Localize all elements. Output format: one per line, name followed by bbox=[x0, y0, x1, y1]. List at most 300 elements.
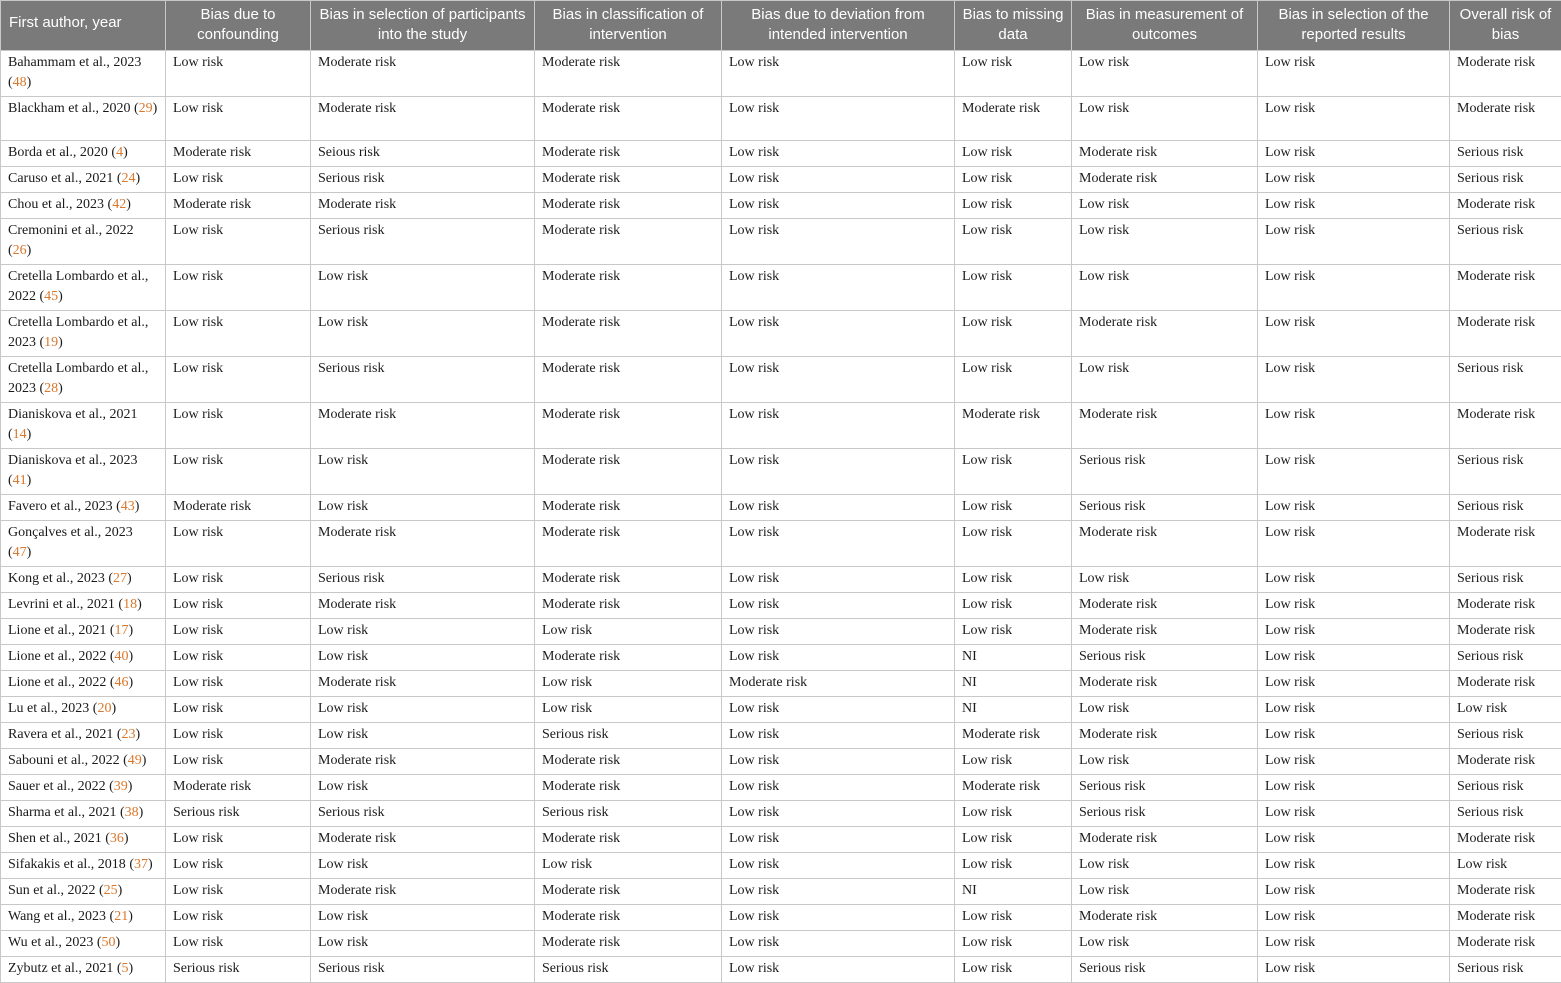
column-header-deviation: Bias due to deviation from intended intervention bbox=[722, 1, 955, 51]
cell-overall: Serious risk bbox=[1450, 167, 1561, 193]
reference-link[interactable]: 26 bbox=[13, 243, 27, 258]
cell-classification: Moderate risk bbox=[535, 311, 722, 357]
table-row bbox=[1, 671, 1561, 697]
cell-measurement: Serious risk bbox=[1072, 775, 1258, 801]
reference-link[interactable]: 4 bbox=[116, 145, 123, 160]
reference-link[interactable]: 49 bbox=[128, 753, 142, 768]
cell-deviation: Low risk bbox=[722, 403, 955, 449]
cell-overall: Moderate risk bbox=[1450, 671, 1561, 697]
cell-missing-data: Low risk bbox=[955, 593, 1072, 619]
table-row bbox=[1, 357, 1561, 403]
cell-classification: Moderate risk bbox=[535, 219, 722, 265]
author-label: Cretella Lombardo et al., 2022 bbox=[8, 269, 148, 304]
author-cell: Cremonini et al., 2022 (26) bbox=[1, 219, 166, 265]
cell-missing-data: Low risk bbox=[955, 619, 1072, 645]
author-cell: Dianiskova et al., 2021 (14) bbox=[1, 403, 166, 449]
cell-selection: Low risk bbox=[311, 495, 535, 521]
cell-deviation: Low risk bbox=[722, 593, 955, 619]
cell-overall: Serious risk bbox=[1450, 775, 1561, 801]
cell-overall: Serious risk bbox=[1450, 495, 1561, 521]
reference-link[interactable]: 29 bbox=[139, 101, 153, 116]
cell-confounding: Low risk bbox=[166, 219, 311, 265]
cell-measurement: Moderate risk bbox=[1072, 403, 1258, 449]
author-cell: Lu et al., 2023 (20) bbox=[1, 697, 166, 723]
cell-selection: Serious risk bbox=[311, 567, 535, 593]
cell-overall: Moderate risk bbox=[1450, 905, 1561, 931]
cell-overall: Low risk bbox=[1450, 853, 1561, 879]
column-header-author: First author, year bbox=[1, 1, 166, 51]
column-header-selection: Bias in selection of participants into the study bbox=[311, 1, 535, 51]
cell-missing-data: Low risk bbox=[955, 749, 1072, 775]
cell-measurement: Moderate risk bbox=[1072, 671, 1258, 697]
cell-confounding: Low risk bbox=[166, 357, 311, 403]
reference-link[interactable]: 40 bbox=[115, 649, 129, 664]
cell-confounding: Low risk bbox=[166, 593, 311, 619]
author-label: Dianiskova et al., 2023 bbox=[8, 453, 137, 468]
cell-measurement: Serious risk bbox=[1072, 495, 1258, 521]
cell-measurement: Moderate risk bbox=[1072, 723, 1258, 749]
author-label: Favero et al., 2023 bbox=[8, 499, 113, 514]
cell-missing-data: Low risk bbox=[955, 567, 1072, 593]
cell-confounding: Low risk bbox=[166, 51, 311, 97]
cell-measurement: Low risk bbox=[1072, 879, 1258, 905]
cell-missing-data: Low risk bbox=[955, 357, 1072, 403]
cell-selection: Moderate risk bbox=[311, 97, 535, 141]
cell-deviation: Low risk bbox=[722, 167, 955, 193]
cell-missing-data: Low risk bbox=[955, 141, 1072, 167]
cell-measurement: Low risk bbox=[1072, 97, 1258, 141]
table-body bbox=[1, 51, 1561, 983]
author-cell: Sun et al., 2022 (25) bbox=[1, 879, 166, 905]
cell-measurement: Low risk bbox=[1072, 749, 1258, 775]
author-label: Sauer et al., 2022 bbox=[8, 779, 106, 794]
cell-classification: Serious risk bbox=[535, 723, 722, 749]
table-row bbox=[1, 193, 1561, 219]
cell-overall: Serious risk bbox=[1450, 357, 1561, 403]
table-header-row bbox=[1, 1, 1561, 51]
reference-link[interactable]: 43 bbox=[121, 499, 135, 514]
cell-confounding: Low risk bbox=[166, 311, 311, 357]
cell-selection: Low risk bbox=[311, 697, 535, 723]
cell-deviation: Low risk bbox=[722, 827, 955, 853]
cell-confounding: Low risk bbox=[166, 879, 311, 905]
cell-reported-results: Low risk bbox=[1258, 749, 1450, 775]
author-label: Borda et al., 2020 bbox=[8, 145, 108, 160]
cell-overall: Serious risk bbox=[1450, 449, 1561, 495]
cell-confounding: Low risk bbox=[166, 671, 311, 697]
cell-deviation: Low risk bbox=[722, 567, 955, 593]
cell-confounding: Low risk bbox=[166, 403, 311, 449]
author-label: Lione et al., 2022 bbox=[8, 649, 106, 664]
author-cell: Cretella Lombardo et al., 2023 (28) bbox=[1, 357, 166, 403]
cell-reported-results: Low risk bbox=[1258, 567, 1450, 593]
author-label: Cretella Lombardo et al., 2023 bbox=[8, 361, 148, 396]
cell-overall: Moderate risk bbox=[1450, 265, 1561, 311]
author-cell: Zybutz et al., 2021 (5) bbox=[1, 957, 166, 983]
cell-selection: Seious risk bbox=[311, 141, 535, 167]
cell-reported-results: Low risk bbox=[1258, 311, 1450, 357]
author-label: Sharma et al., 2021 bbox=[8, 805, 116, 820]
cell-classification: Moderate risk bbox=[535, 931, 722, 957]
cell-selection: Low risk bbox=[311, 311, 535, 357]
author-label: Wu et al., 2023 bbox=[8, 935, 93, 950]
cell-confounding: Low risk bbox=[166, 853, 311, 879]
reference-link[interactable]: 19 bbox=[44, 335, 58, 350]
author-cell: Shen et al., 2021 (36) bbox=[1, 827, 166, 853]
cell-overall: Moderate risk bbox=[1450, 403, 1561, 449]
table-row bbox=[1, 905, 1561, 931]
cell-classification: Serious risk bbox=[535, 801, 722, 827]
cell-measurement: Moderate risk bbox=[1072, 141, 1258, 167]
author-cell: Cretella Lombardo et al., 2023 (19) bbox=[1, 311, 166, 357]
cell-deviation: Low risk bbox=[722, 51, 955, 97]
cell-missing-data: Moderate risk bbox=[955, 775, 1072, 801]
reference-link[interactable]: 18 bbox=[123, 597, 137, 612]
table-row bbox=[1, 141, 1561, 167]
cell-deviation: Low risk bbox=[722, 931, 955, 957]
cell-selection: Low risk bbox=[311, 645, 535, 671]
author-label: Wang et al., 2023 bbox=[8, 909, 106, 924]
reference-link[interactable]: 38 bbox=[125, 805, 139, 820]
cell-overall: Serious risk bbox=[1450, 219, 1561, 265]
cell-selection: Moderate risk bbox=[311, 671, 535, 697]
cell-confounding: Low risk bbox=[166, 645, 311, 671]
cell-measurement: Moderate risk bbox=[1072, 593, 1258, 619]
cell-deviation: Low risk bbox=[722, 449, 955, 495]
cell-reported-results: Low risk bbox=[1258, 357, 1450, 403]
cell-classification: Moderate risk bbox=[535, 403, 722, 449]
cell-selection: Serious risk bbox=[311, 801, 535, 827]
table-row bbox=[1, 219, 1561, 265]
cell-classification: Moderate risk bbox=[535, 141, 722, 167]
cell-overall: Moderate risk bbox=[1450, 311, 1561, 357]
author-label: Levrini et al., 2021 bbox=[8, 597, 115, 612]
table-row bbox=[1, 749, 1561, 775]
cell-missing-data: Low risk bbox=[955, 905, 1072, 931]
reference-link[interactable]: 23 bbox=[122, 727, 136, 742]
reference-link[interactable]: 42 bbox=[112, 197, 126, 212]
cell-selection: Moderate risk bbox=[311, 827, 535, 853]
cell-missing-data: Low risk bbox=[955, 957, 1072, 983]
table-row bbox=[1, 931, 1561, 957]
author-label: Shen et al., 2021 bbox=[8, 831, 102, 846]
cell-reported-results: Low risk bbox=[1258, 827, 1450, 853]
cell-classification: Moderate risk bbox=[535, 775, 722, 801]
cell-confounding: Low risk bbox=[166, 749, 311, 775]
cell-classification: Moderate risk bbox=[535, 567, 722, 593]
author-label: Ravera et al., 2021 bbox=[8, 727, 113, 742]
cell-measurement: Low risk bbox=[1072, 265, 1258, 311]
column-header-reported-results: Bias in selection of the reported results bbox=[1258, 1, 1450, 51]
author-cell: Kong et al., 2023 (27) bbox=[1, 567, 166, 593]
cell-missing-data: Low risk bbox=[955, 853, 1072, 879]
cell-reported-results: Low risk bbox=[1258, 593, 1450, 619]
reference-link[interactable]: 28 bbox=[44, 381, 58, 396]
reference-link[interactable]: 20 bbox=[97, 701, 111, 716]
cell-classification: Serious risk bbox=[535, 957, 722, 983]
author-cell: Bahammam et al., 2023 (48) bbox=[1, 51, 166, 97]
cell-overall: Serious risk bbox=[1450, 723, 1561, 749]
reference-link[interactable]: 47 bbox=[13, 545, 27, 560]
author-label: Chou et al., 2023 bbox=[8, 197, 104, 212]
table-row bbox=[1, 853, 1561, 879]
author-label: Lione et al., 2021 bbox=[8, 623, 106, 638]
cell-measurement: Low risk bbox=[1072, 931, 1258, 957]
cell-deviation: Low risk bbox=[722, 697, 955, 723]
column-header-confounding: Bias due to confounding bbox=[166, 1, 311, 51]
cell-deviation: Low risk bbox=[722, 311, 955, 357]
author-label: Sabouni et al., 2022 bbox=[8, 753, 120, 768]
cell-deviation: Low risk bbox=[722, 193, 955, 219]
cell-deviation: Low risk bbox=[722, 775, 955, 801]
cell-deviation: Low risk bbox=[722, 357, 955, 403]
author-cell: Gonçalves et al., 2023 (47) bbox=[1, 521, 166, 567]
cell-reported-results: Low risk bbox=[1258, 521, 1450, 567]
cell-selection: Low risk bbox=[311, 723, 535, 749]
table-row bbox=[1, 775, 1561, 801]
cell-overall: Moderate risk bbox=[1450, 97, 1561, 141]
cell-classification: Low risk bbox=[535, 671, 722, 697]
cell-classification: Moderate risk bbox=[535, 449, 722, 495]
cell-overall: Moderate risk bbox=[1450, 827, 1561, 853]
table-row bbox=[1, 167, 1561, 193]
cell-confounding: Low risk bbox=[166, 723, 311, 749]
cell-reported-results: Low risk bbox=[1258, 931, 1450, 957]
table-row bbox=[1, 827, 1561, 853]
cell-reported-results: Low risk bbox=[1258, 645, 1450, 671]
cell-selection: Serious risk bbox=[311, 957, 535, 983]
author-cell: Favero et al., 2023 (43) bbox=[1, 495, 166, 521]
cell-deviation: Low risk bbox=[722, 749, 955, 775]
column-header-missing-data: Bias to missing data bbox=[955, 1, 1072, 51]
author-label: Dianiskova et al., 2021 bbox=[8, 407, 137, 422]
cell-measurement: Moderate risk bbox=[1072, 827, 1258, 853]
cell-deviation: Low risk bbox=[722, 645, 955, 671]
reference-link[interactable]: 24 bbox=[122, 171, 136, 186]
cell-selection: Low risk bbox=[311, 619, 535, 645]
cell-deviation: Low risk bbox=[722, 957, 955, 983]
author-cell: Sifakakis et al., 2018 (37) bbox=[1, 853, 166, 879]
cell-classification: Moderate risk bbox=[535, 879, 722, 905]
cell-overall: Moderate risk bbox=[1450, 51, 1561, 97]
cell-confounding: Moderate risk bbox=[166, 775, 311, 801]
table-row bbox=[1, 619, 1561, 645]
cell-measurement: Low risk bbox=[1072, 697, 1258, 723]
cell-selection: Serious risk bbox=[311, 219, 535, 265]
reference-link[interactable]: 5 bbox=[122, 961, 129, 976]
cell-classification: Moderate risk bbox=[535, 51, 722, 97]
table-row bbox=[1, 51, 1561, 97]
cell-selection: Low risk bbox=[311, 853, 535, 879]
table-row bbox=[1, 311, 1561, 357]
cell-deviation: Low risk bbox=[722, 723, 955, 749]
reference-link[interactable]: 17 bbox=[115, 623, 129, 638]
cell-confounding: Low risk bbox=[166, 905, 311, 931]
cell-missing-data: Low risk bbox=[955, 931, 1072, 957]
cell-selection: Moderate risk bbox=[311, 749, 535, 775]
column-header-measurement: Bias in measurement of outcomes bbox=[1072, 1, 1258, 51]
cell-overall: Serious risk bbox=[1450, 645, 1561, 671]
cell-classification: Low risk bbox=[535, 619, 722, 645]
author-label: Blackham et al., 2020 bbox=[8, 101, 130, 116]
reference-link[interactable]: 46 bbox=[115, 675, 129, 690]
cell-selection: Low risk bbox=[311, 931, 535, 957]
cell-measurement: Serious risk bbox=[1072, 449, 1258, 495]
table-row bbox=[1, 97, 1561, 141]
cell-overall: Serious risk bbox=[1450, 801, 1561, 827]
table-row bbox=[1, 645, 1561, 671]
cell-reported-results: Low risk bbox=[1258, 97, 1450, 141]
author-cell: Sharma et al., 2021 (38) bbox=[1, 801, 166, 827]
cell-reported-results: Low risk bbox=[1258, 957, 1450, 983]
reference-link[interactable]: 45 bbox=[44, 289, 58, 304]
cell-classification: Moderate risk bbox=[535, 193, 722, 219]
cell-missing-data: NI bbox=[955, 697, 1072, 723]
cell-overall: Low risk bbox=[1450, 697, 1561, 723]
cell-deviation: Low risk bbox=[722, 853, 955, 879]
cell-measurement: Moderate risk bbox=[1072, 311, 1258, 357]
cell-missing-data: Moderate risk bbox=[955, 97, 1072, 141]
cell-deviation: Low risk bbox=[722, 265, 955, 311]
reference-link[interactable]: 50 bbox=[102, 935, 116, 950]
cell-overall: Serious risk bbox=[1450, 141, 1561, 167]
cell-selection: Low risk bbox=[311, 775, 535, 801]
author-cell: Borda et al., 2020 (4) bbox=[1, 141, 166, 167]
cell-measurement: Low risk bbox=[1072, 357, 1258, 403]
cell-selection: Moderate risk bbox=[311, 51, 535, 97]
author-label: Cretella Lombardo et al., 2023 bbox=[8, 315, 148, 350]
cell-confounding: Low risk bbox=[166, 931, 311, 957]
cell-measurement: Moderate risk bbox=[1072, 521, 1258, 567]
author-cell: Lione et al., 2022 (46) bbox=[1, 671, 166, 697]
cell-measurement: Serious risk bbox=[1072, 645, 1258, 671]
cell-overall: Serious risk bbox=[1450, 567, 1561, 593]
cell-missing-data: Moderate risk bbox=[955, 403, 1072, 449]
cell-confounding: Moderate risk bbox=[166, 495, 311, 521]
reference-link[interactable]: 21 bbox=[114, 909, 128, 924]
reference-link[interactable]: 27 bbox=[113, 571, 127, 586]
cell-reported-results: Low risk bbox=[1258, 495, 1450, 521]
cell-missing-data: NI bbox=[955, 671, 1072, 697]
author-cell: Levrini et al., 2021 (18) bbox=[1, 593, 166, 619]
author-cell: Sauer et al., 2022 (39) bbox=[1, 775, 166, 801]
cell-reported-results: Low risk bbox=[1258, 671, 1450, 697]
author-cell: Wang et al., 2023 (21) bbox=[1, 905, 166, 931]
column-header-classification: Bias in classification of intervention bbox=[535, 1, 722, 51]
cell-reported-results: Low risk bbox=[1258, 219, 1450, 265]
reference-link[interactable]: 41 bbox=[13, 473, 27, 488]
reference-link[interactable]: 37 bbox=[134, 857, 148, 872]
cell-reported-results: Low risk bbox=[1258, 265, 1450, 311]
cell-missing-data: NI bbox=[955, 645, 1072, 671]
cell-confounding: Low risk bbox=[166, 619, 311, 645]
cell-deviation: Low risk bbox=[722, 97, 955, 141]
cell-overall: Moderate risk bbox=[1450, 619, 1561, 645]
table-row bbox=[1, 957, 1561, 983]
reference-link[interactable]: 14 bbox=[13, 427, 27, 442]
cell-missing-data: Low risk bbox=[955, 167, 1072, 193]
cell-classification: Low risk bbox=[535, 853, 722, 879]
cell-confounding: Low risk bbox=[166, 697, 311, 723]
table-row bbox=[1, 723, 1561, 749]
table-row bbox=[1, 567, 1561, 593]
cell-reported-results: Low risk bbox=[1258, 723, 1450, 749]
author-label: Gonçalves et al., 2023 bbox=[8, 525, 133, 540]
author-label: Lione et al., 2022 bbox=[8, 675, 106, 690]
cell-confounding: Low risk bbox=[166, 167, 311, 193]
author-cell: Lione et al., 2021 (17) bbox=[1, 619, 166, 645]
cell-deviation: Low risk bbox=[722, 495, 955, 521]
author-label: Bahammam et al., 2023 bbox=[8, 55, 141, 70]
cell-reported-results: Low risk bbox=[1258, 167, 1450, 193]
cell-overall: Serious risk bbox=[1450, 957, 1561, 983]
cell-reported-results: Low risk bbox=[1258, 619, 1450, 645]
cell-reported-results: Low risk bbox=[1258, 853, 1450, 879]
cell-deviation: Moderate risk bbox=[722, 671, 955, 697]
reference-link[interactable]: 48 bbox=[13, 75, 27, 90]
cell-confounding: Low risk bbox=[166, 449, 311, 495]
cell-missing-data: Low risk bbox=[955, 449, 1072, 495]
cell-classification: Moderate risk bbox=[535, 265, 722, 311]
cell-classification: Moderate risk bbox=[535, 645, 722, 671]
author-cell: Dianiskova et al., 2023 (41) bbox=[1, 449, 166, 495]
reference-link[interactable]: 25 bbox=[104, 883, 118, 898]
cell-confounding: Serious risk bbox=[166, 957, 311, 983]
cell-selection: Low risk bbox=[311, 265, 535, 311]
cell-classification: Moderate risk bbox=[535, 905, 722, 931]
cell-deviation: Low risk bbox=[722, 219, 955, 265]
cell-classification: Moderate risk bbox=[535, 97, 722, 141]
cell-reported-results: Low risk bbox=[1258, 801, 1450, 827]
cell-selection: Serious risk bbox=[311, 357, 535, 403]
table-row bbox=[1, 801, 1561, 827]
cell-measurement: Serious risk bbox=[1072, 801, 1258, 827]
cell-selection: Low risk bbox=[311, 449, 535, 495]
cell-missing-data: Low risk bbox=[955, 193, 1072, 219]
cell-confounding: Low risk bbox=[166, 827, 311, 853]
author-label: Sifakakis et al., 2018 bbox=[8, 857, 126, 872]
cell-missing-data: Low risk bbox=[955, 51, 1072, 97]
cell-missing-data: Low risk bbox=[955, 827, 1072, 853]
cell-missing-data: Low risk bbox=[955, 219, 1072, 265]
cell-reported-results: Low risk bbox=[1258, 141, 1450, 167]
table-row bbox=[1, 879, 1561, 905]
cell-measurement: Low risk bbox=[1072, 567, 1258, 593]
reference-link[interactable]: 39 bbox=[114, 779, 128, 794]
cell-selection: Moderate risk bbox=[311, 593, 535, 619]
cell-reported-results: Low risk bbox=[1258, 449, 1450, 495]
cell-deviation: Low risk bbox=[722, 141, 955, 167]
author-label: Zybutz et al., 2021 bbox=[8, 961, 113, 976]
cell-deviation: Low risk bbox=[722, 619, 955, 645]
cell-classification: Moderate risk bbox=[535, 593, 722, 619]
cell-measurement: Moderate risk bbox=[1072, 619, 1258, 645]
cell-missing-data: Moderate risk bbox=[955, 723, 1072, 749]
cell-reported-results: Low risk bbox=[1258, 193, 1450, 219]
cell-classification: Moderate risk bbox=[535, 521, 722, 567]
author-cell: Cretella Lombardo et al., 2022 (45) bbox=[1, 265, 166, 311]
reference-link[interactable]: 36 bbox=[110, 831, 124, 846]
author-cell: Blackham et al., 2020 (29) bbox=[1, 97, 166, 141]
cell-overall: Moderate risk bbox=[1450, 193, 1561, 219]
cell-selection: Moderate risk bbox=[311, 879, 535, 905]
table-row bbox=[1, 449, 1561, 495]
cell-missing-data: Low risk bbox=[955, 265, 1072, 311]
cell-classification: Moderate risk bbox=[535, 357, 722, 403]
cell-selection: Low risk bbox=[311, 905, 535, 931]
author-label: Cremonini et al., 2022 bbox=[8, 223, 134, 238]
cell-confounding: Moderate risk bbox=[166, 193, 311, 219]
